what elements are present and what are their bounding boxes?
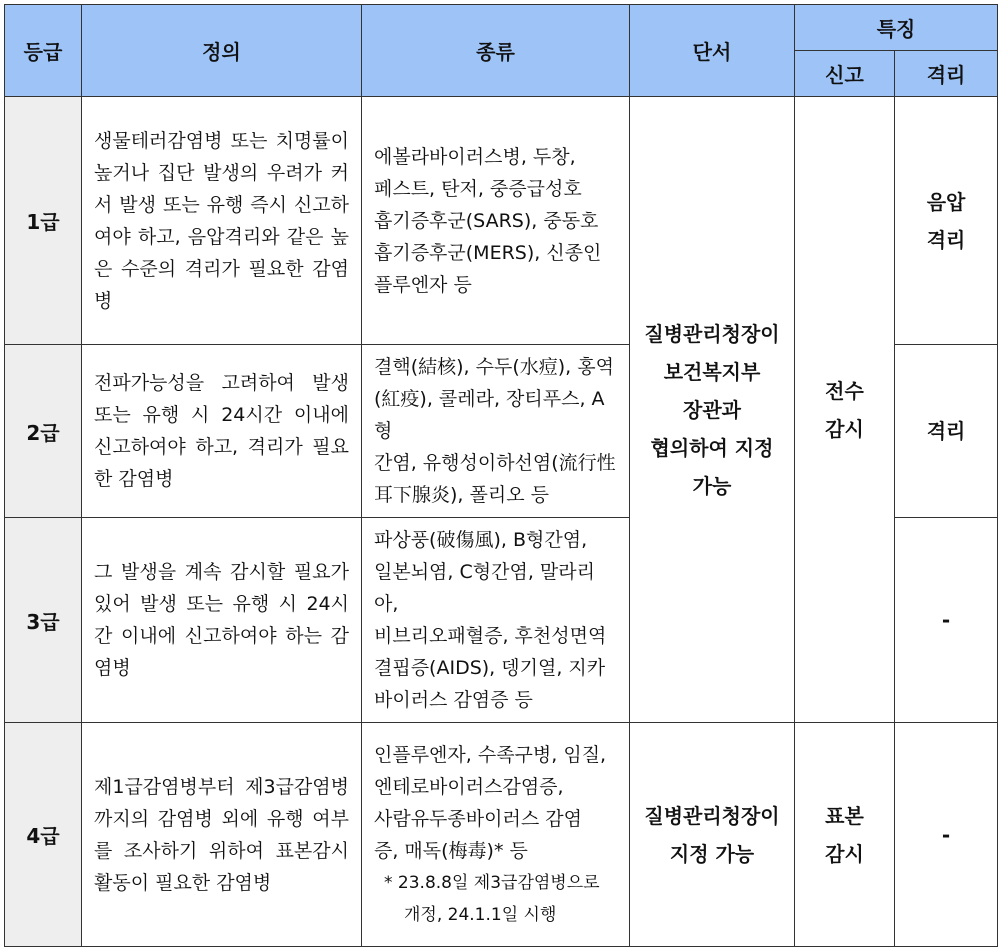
infectious-disease-grade-table [4, 4, 998, 947]
types-line: 파상풍(破傷風), B형간염, [374, 529, 588, 551]
definition-cell: 제1급감염병부터 제3급감염병까지의 감염병 외에 유행 여부를 조사하기 위하여 표본감시 활동이 필요한 감염병 [82, 723, 362, 947]
grade-cell: 4급 [5, 723, 82, 947]
types-line: 플루엔자 등 [374, 273, 472, 296]
types-line: 결핵(結核), 수두(水痘), 홍역 [374, 356, 614, 378]
isolation-cell [895, 345, 998, 518]
clue-line: 질병관리청장이 [644, 321, 780, 346]
clue-line: 보건복지부 [663, 359, 761, 384]
clue-cell [630, 723, 795, 947]
types-line: 페스트, 탄저, 중증급성호 [374, 177, 582, 200]
isolation-cell [895, 518, 998, 723]
isolation-line: 음압 [926, 189, 966, 214]
header-grade: 등급 [5, 5, 82, 97]
types-line: 흡기증후군(SARS), 중동호 [374, 209, 599, 232]
types-line: 바이러스 감염증 등 [374, 689, 533, 711]
types-cell [362, 723, 630, 947]
table-row [5, 97, 998, 345]
isolation-line: - [941, 822, 951, 847]
clue-line: 협의하여 지정 [650, 435, 774, 460]
report-cell-merged [795, 97, 895, 723]
isolation-line: - [941, 608, 951, 632]
clue-line: 장관과 [683, 397, 741, 422]
report-line: 표본 [825, 803, 864, 828]
header-definition: 정의 [82, 5, 362, 97]
types-cell [362, 518, 630, 723]
definition-cell: 전파가능성을 고려하여 발생 또는 유행 시 24시간 이내에 신고하여야 하고, 격리가 필요한 감염병 [82, 345, 362, 518]
types-line: 엔테로바이러스감염증, [374, 775, 564, 798]
types-cell [362, 345, 630, 518]
types-line: 사람유두종바이러스 감염 [374, 807, 582, 830]
table-row [5, 723, 998, 947]
clue-cell-merged [630, 97, 795, 723]
isolation-cell [895, 97, 998, 345]
types-line: 흡기증후군(MERS), 신종인 [374, 241, 602, 264]
types-cell [362, 97, 630, 345]
types-line: 증, 매독(梅毒)* 등 [374, 839, 528, 862]
header-types: 종류 [362, 5, 630, 97]
isolation-line: 격리 [926, 227, 966, 252]
clue-line: 질병관리청장이 [644, 803, 780, 828]
grade-cell: 1급 [5, 97, 82, 345]
definition-cell: 그 발생을 계속 감시할 필요가 있어 발생 또는 유행 시 24시간 이내에 신고하여야 하는 감염병 [82, 518, 362, 723]
types-line: 일본뇌염, C형간염, 말라리아, [374, 561, 595, 615]
clue-line: 가능 [692, 473, 732, 498]
header-isolation: 격리 [895, 51, 998, 97]
header-clue: 단서 [630, 5, 795, 97]
grade-cell: 2급 [5, 345, 82, 518]
types-line: 인플루엔자, 수족구병, 임질, [374, 743, 607, 766]
types-line: 에볼라바이러스병, 두창, [374, 145, 576, 168]
report-line: 감시 [825, 416, 864, 441]
types-line: 결핍증(AIDS), 뎅기열, 지카 [374, 657, 606, 679]
isolation-cell [895, 723, 998, 947]
types-line: (紅疫), 콜레라, 장티푸스, A형 [374, 388, 605, 442]
header-features: 특징 [795, 5, 998, 51]
types-line: 耳下腺炎), 폴리오 등 [374, 484, 549, 506]
report-line: 감시 [825, 841, 864, 866]
types-line: 간염, 유행성이하선염(流行性 [374, 452, 616, 474]
definition-cell: 생물테러감염병 또는 치명률이 높거나 집단 발생의 우려가 커서 발생 또는 유행 즉시 신고하여야 하고, 음압격리와 같은 높은 수준의 격리가 필요한 감염병 [82, 97, 362, 345]
isolation-line: 격리 [926, 419, 966, 443]
footnote-continued: 개정, 24.1.1일 시행 [404, 904, 557, 925]
header-report: 신고 [795, 51, 895, 97]
types-line: 비브리오패혈증, 후천성면역 [374, 625, 607, 647]
report-cell [795, 723, 895, 947]
clue-line: 지정 가능 [669, 841, 755, 866]
footnote: * 23.8.8일 제3급감염병으로 [384, 872, 600, 893]
grade-cell: 3급 [5, 518, 82, 723]
report-line: 전수 [825, 378, 864, 403]
